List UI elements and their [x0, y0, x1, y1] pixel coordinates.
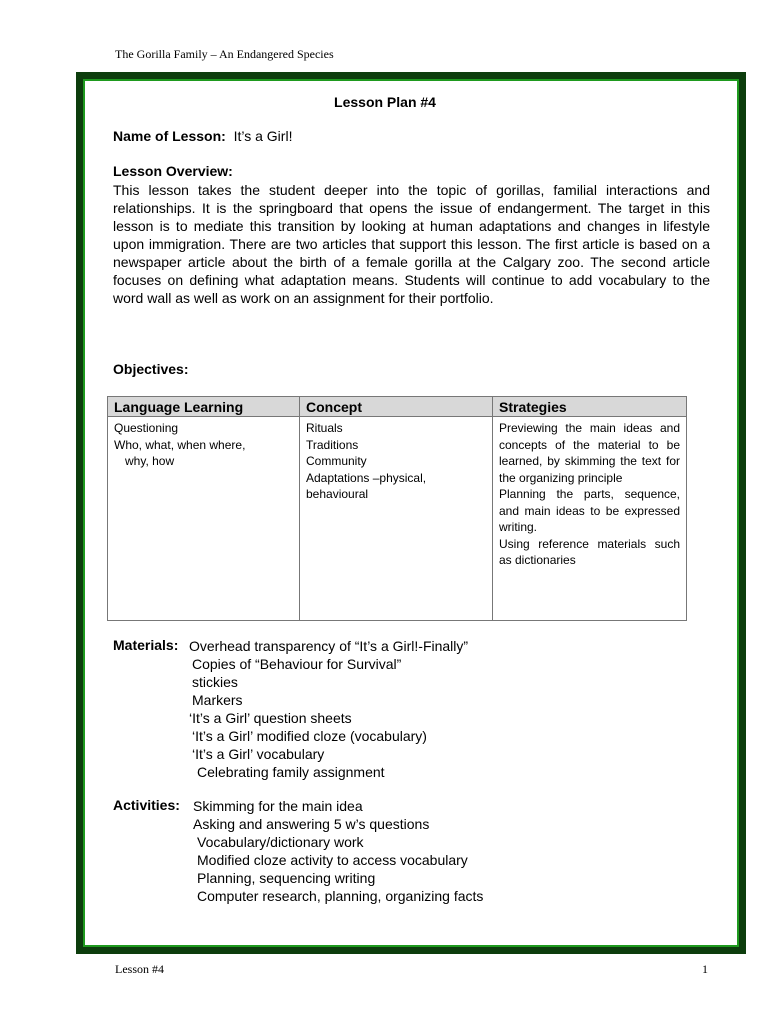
materials-label: Materials: — [113, 637, 179, 653]
materials-list — [189, 637, 468, 781]
list-item: Markers — [192, 692, 243, 708]
overview-label: Lesson Overview: — [113, 163, 233, 179]
list-item: Overhead transparency of “It’s a Girl!-Finally” — [189, 638, 469, 654]
objectives-table — [107, 396, 687, 621]
page-header: The Gorilla Family – An Endangered Species — [115, 47, 334, 61]
language-learning-cell — [108, 417, 300, 621]
list-item: Vocabulary/dictionary work — [197, 834, 364, 850]
footer-page-number: 1 — [702, 962, 708, 976]
list-item: Modified cloze activity to access vocabulary — [197, 852, 468, 868]
list-item: Using reference materials such as dictionaries — [499, 536, 680, 567]
lesson-name-row — [113, 128, 292, 144]
list-item: ‘It’s a Girl’ vocabulary — [192, 746, 325, 762]
header-language-learning: Language Learning — [108, 397, 300, 417]
list-item: ‘It’s a Girl’ question sheets — [189, 710, 352, 726]
list-item: behavioural — [306, 487, 369, 501]
strategies-cell — [493, 417, 687, 621]
objectives-label: Objectives: — [113, 361, 189, 377]
lesson-name-value: It’s a Girl! — [233, 128, 293, 144]
header-strategies: Strategies — [493, 397, 687, 417]
list-item: Who, what, when where, — [114, 437, 246, 452]
list-item: stickies — [192, 674, 238, 690]
list-item: Questioning — [114, 421, 179, 435]
table-header-row — [108, 397, 687, 417]
activities-label: Activities: — [113, 797, 180, 813]
overview-text: This lesson takes the student deeper into the topic of gorillas, familial interactions and relationships. It is the springboard that opens the issue of endangerment. The target in this lesson is to mediate this transition by looking at human adaptations and changes in lifestyle upon immigration. There are two articles that support this lesson. The first article is based on a newspaper article about the birth of a female gorilla at the Calgary zoo. The second article focuses on defining what adaptation means. Students will continue to add vocabulary to the word wall as well as work on an assignment for their portfolio. — [113, 182, 710, 306]
footer-lesson-number: Lesson #4 — [115, 962, 164, 976]
list-item: Asking and answering 5 w’s questions — [193, 816, 430, 832]
list-item: ‘It’s a Girl’ modified cloze (vocabulary) — [192, 728, 427, 744]
lesson-name-label: Name of Lesson: — [113, 128, 226, 144]
list-item: why, how — [125, 454, 175, 468]
activities-list — [193, 797, 483, 905]
list-item: Rituals — [306, 421, 343, 435]
list-item: Adaptations –physical, — [306, 470, 427, 485]
list-item: Planning the parts, sequence, and main ideas to be expressed writing. — [499, 487, 680, 534]
concept-cell — [300, 417, 493, 621]
list-item: Planning, sequencing writing — [197, 870, 376, 886]
table-row — [108, 417, 687, 621]
header-concept: Concept — [300, 397, 493, 417]
list-item: Traditions — [306, 437, 359, 452]
list-item: Computer research, planning, organizing facts — [197, 888, 484, 904]
list-item: Previewing the main ideas and concepts of the material to be learned, by skimming the text for the organizing principle — [499, 421, 680, 485]
list-item: Celebrating family assignment — [197, 764, 385, 780]
list-item: Skimming for the main idea — [193, 798, 363, 814]
lesson-plan-title: Lesson Plan #4 — [334, 94, 436, 110]
list-item: Community — [306, 454, 367, 468]
list-item: Copies of “Behaviour for Survival” — [192, 656, 402, 672]
